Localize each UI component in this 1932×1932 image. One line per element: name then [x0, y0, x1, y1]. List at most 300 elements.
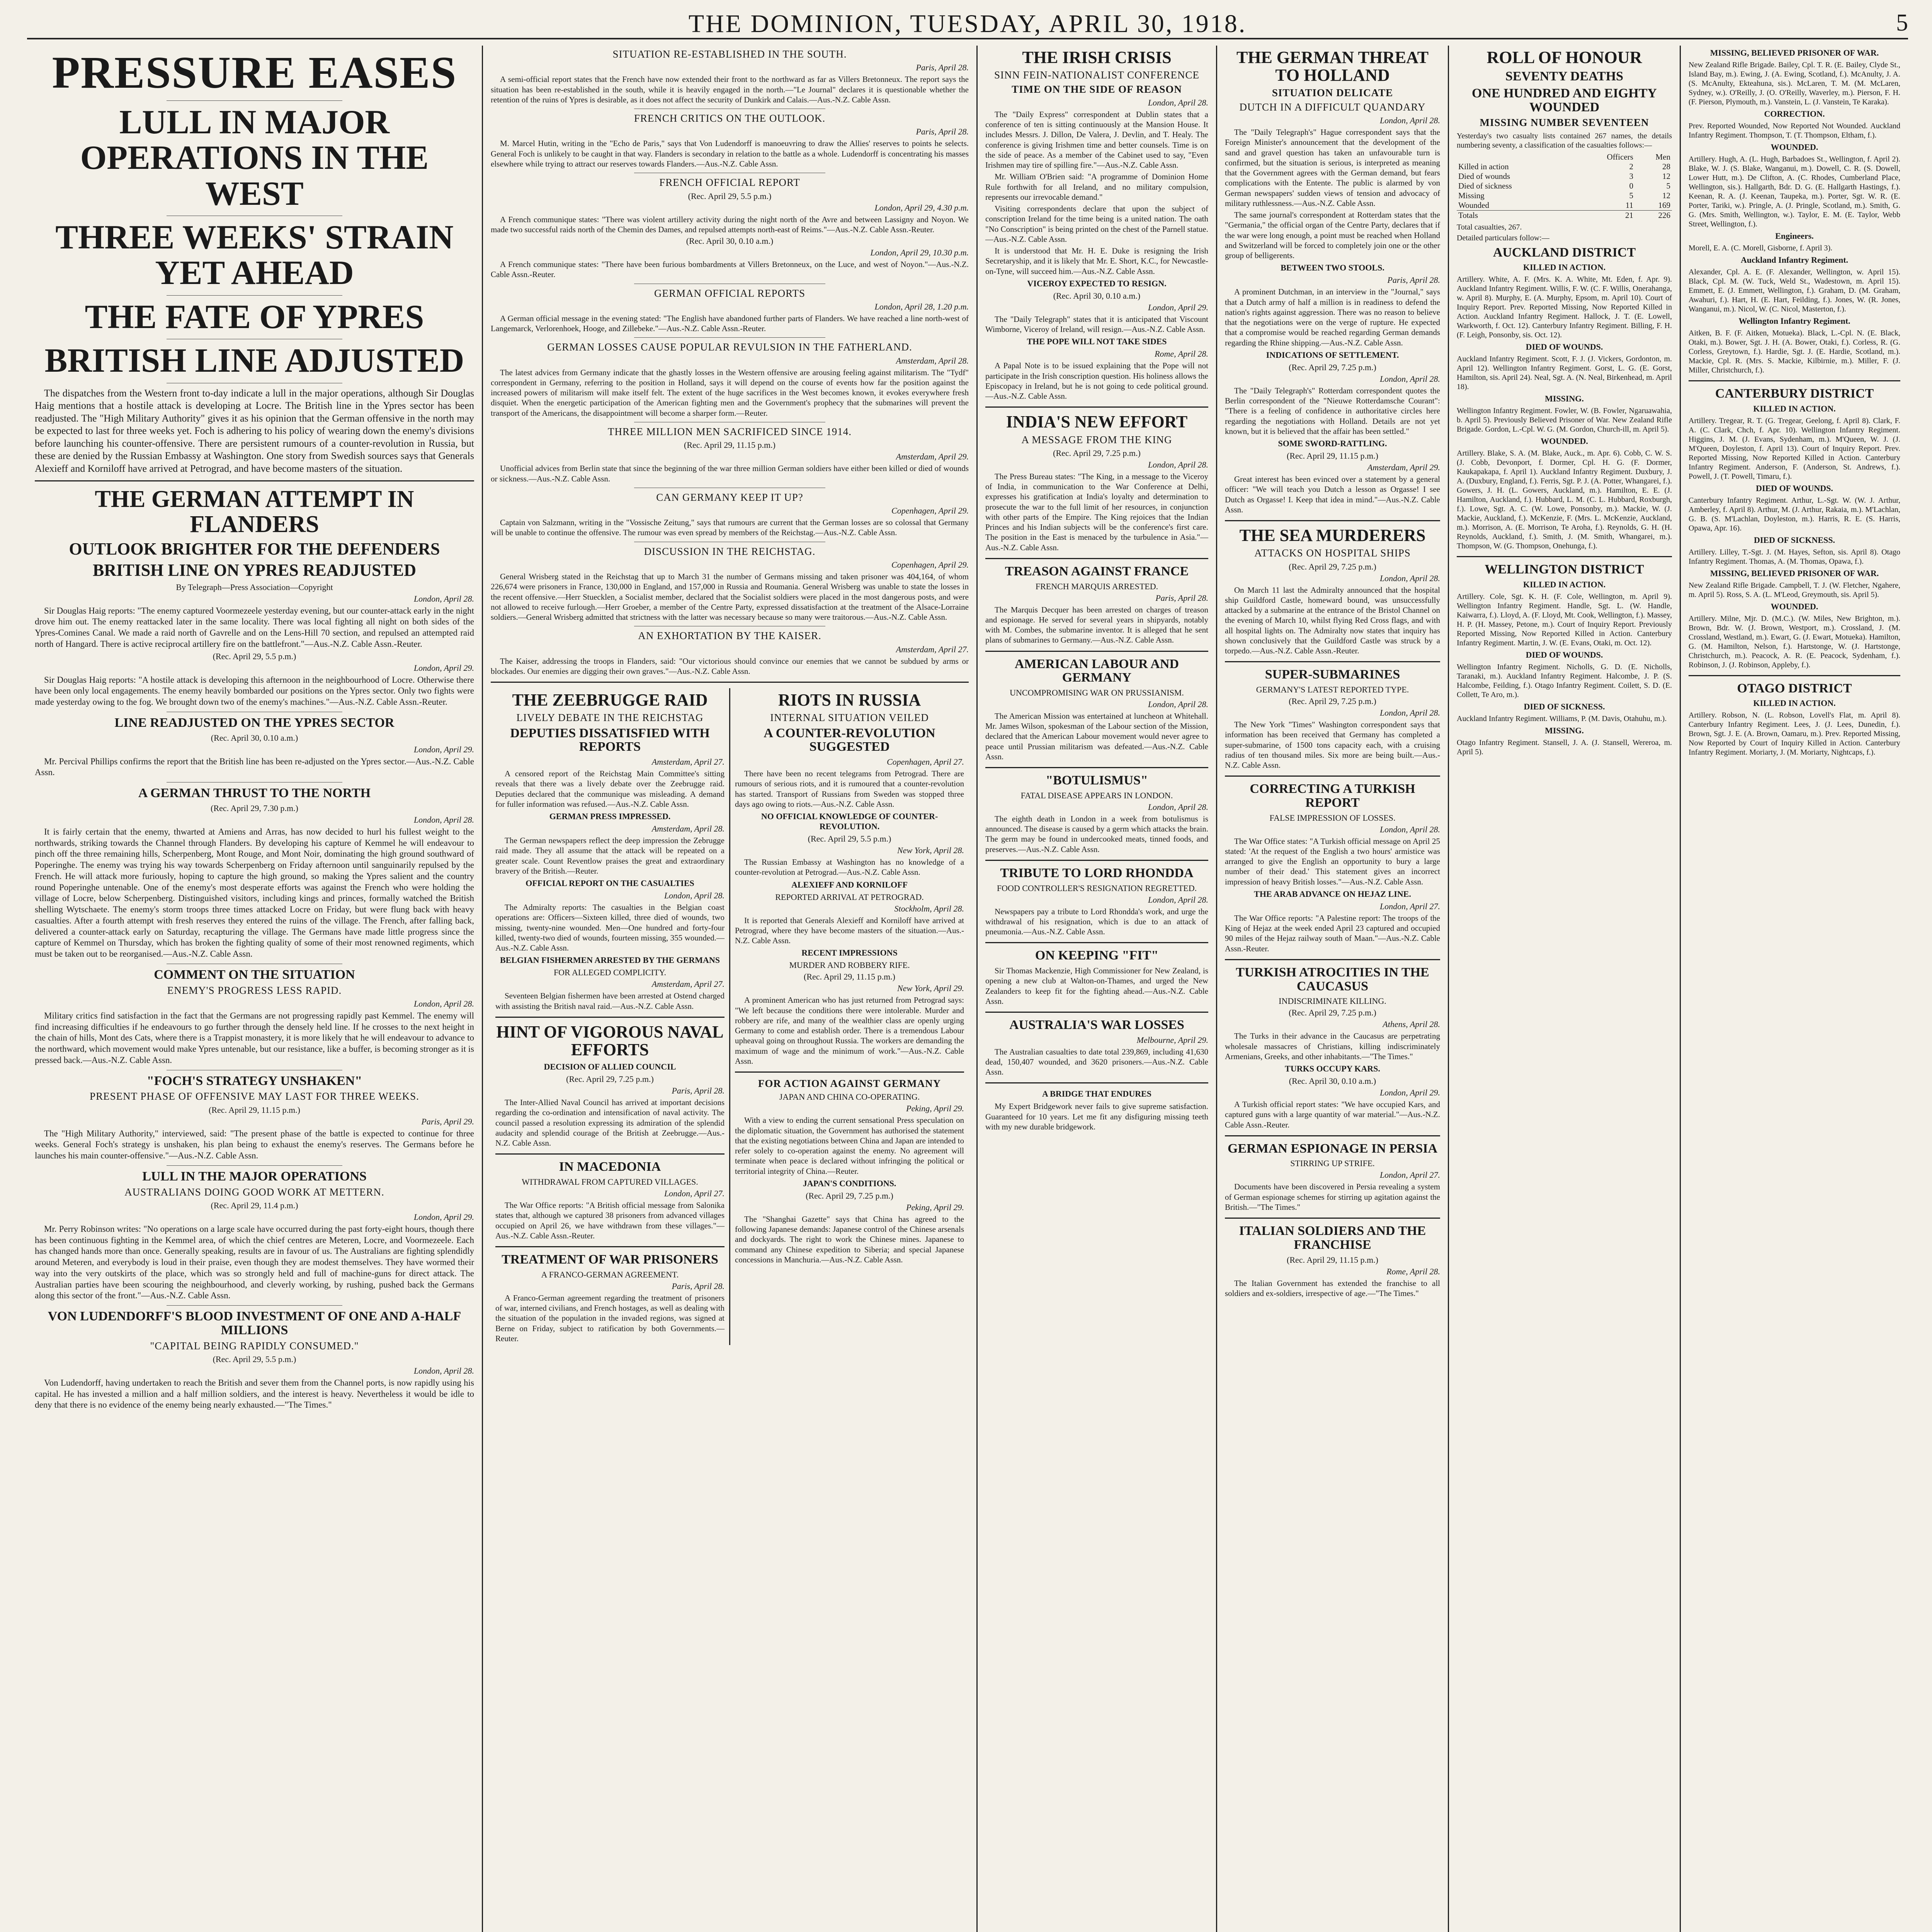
- section-subheading: DUTCH IN A DIFFICULT QUANDARY: [1239, 101, 1426, 113]
- headline-fate-of-ypres: THE FATE OF YPRES: [85, 298, 424, 336]
- section-heading: THE GERMAN ATTEMPT IN FLANDERS: [95, 486, 414, 538]
- article-text: Seventeen Belgian fishermen have been arrested at Ostend charged with assisting the British naval raid.—Aus.-N.Z. Cable Assn.: [495, 991, 724, 1011]
- article-text: A Papal Note is to be issued explaining that the Pope will not participate in the Irish conscription question. His holiness allows the Episcopacy in Ireland, but he is not going to cede political ground.—Aus.-N.Z. Cable Assn.: [985, 361, 1208, 401]
- casualty-list: Wellington Infantry Regiment. Nicholls, G. D. (E. Nicholls, Taranaki, m.). Auckland Infantry Regiment. Halcombe, J. P. (S. Halcombe, Feilding, f.). Otago Infantry Regiment. Coilett, S. D. (E. Collett, Te Aro, m.).: [1457, 662, 1672, 699]
- section-heading: DISCUSSION IN THE REICHSTAG.: [644, 545, 816, 557]
- table-row: [1457, 181, 1672, 191]
- article-text: M. Marcel Hutin, writing in the "Echo de Paris," says that Von Ludendorff is manoeuvring to draw the Allies' reserves to points he selects. General Foch is unlikely to be caught in that way. Flanders is secondary in relation to the battle as a whole. Ludendorff is concentrating his masses elsewhere while trying to attract our reserves towards Flanders.—Aus.-N.Z. Cable Assn.: [491, 139, 969, 168]
- list-heading: WOUNDED.: [1770, 142, 1818, 152]
- section-subheading: DECISION OF ALLIED COUNCIL: [544, 1062, 676, 1072]
- dateline: London, April 28.: [413, 594, 474, 604]
- article-text: The "Daily Telegraph's" Hague correspondent says that the Foreign Minister's announcement that the development of the sand and gravel question has taken an unfavourable turn is confirmed, but the situation is serious, is interpreted as meaning that the Government agrees with the German demand, but fears complications with the Entente. The public is alarmed by von German newspapers' sudden views of tension and advocacy of military ruthlessness.—Aus.-N.Z. Cable Assn.: [1225, 128, 1440, 208]
- casualty-list: Artillery. Blake, S. A. (M. Blake, Auck., m. Apr. 6). Cobb, C. W. S. (J. Cobb, Devonport, f. Dormer, Cpl. H. G. (F. Dormer, Kaukapakapa, f. April 1). Auckland Infantry Regiment. Duxbury, J. A. (Duxbury, England, f.). Ferris, Sgt. P. J. (A. Potter, Whangarei, f.). Gowers, J. H. (L. Gowers, Auckland, m.). Hamilton, E. E. (J. Hamilton, Auckland, f.). Hubbard, L. M. (C. L. Hubbard, Roxburgh, f.). Lowe, Sgt. A. C. (W. Lowe, Ponsonby, m.). Mackie, W. (J. Mackie, Auckland, f.). McKenzie, F. (Mrs. L. McKenzie, Auckland, m.). Morrison, A. (E. Morrison, Te Aroha, f.). Reynolds, G. H. (H. Reynolds, Auckland, f.). Smith, J. (M. Smith, Whangarei, m.). Thompson, W. (G. Thompson, Onehunga, f.).: [1457, 449, 1672, 551]
- list-heading: WOUNDED.: [1770, 601, 1818, 611]
- dateline: London, April 28.: [1379, 824, 1440, 834]
- section-subheading: LIVELY DEBATE IN THE REICHSTAG: [516, 712, 704, 724]
- dateline: Paris, April 28.: [1155, 593, 1208, 603]
- section-subheading: SITUATION DELICATE: [1272, 87, 1393, 99]
- article-text: Documents have been discovered in Persia revealing a system of German espionage schemes for stirring up agitation against the British.—"The Times.": [1225, 1182, 1440, 1212]
- table-row: [1457, 201, 1672, 211]
- article-text: A prominent American who has just returned from Petrograd says: "We left because the conditions there were intolerable. Murder and robbery are rife, and many of the wealthier class are openly urging Germany to come and establish order. There is a tremendous Labour upheaval going on throughout Russia. The workers are demanding the maximum of wage and the minimum of work."—Aus.-N.Z. Cable Assn.: [735, 995, 964, 1066]
- headline-botulismus: "BOTULISMUS": [1046, 773, 1148, 788]
- section-heading: SITUATION RE-ESTABLISHED IN THE SOUTH.: [612, 48, 847, 60]
- received-line: (Rec. April 30, 0.10 a.m.): [211, 733, 298, 743]
- dateline: Paris, April 28.: [672, 1086, 724, 1096]
- section-subheading: "CAPITAL BEING RAPIDLY CONSUMED.": [150, 1340, 359, 1352]
- article-text: Unofficial advices from Berlin state that since the beginning of the war three million German soldiers have either been killed or died of wounds or sickness.—Aus.-N.Z. Cable Assn.: [491, 464, 969, 483]
- district-heading: AUCKLAND DISTRICT: [1493, 245, 1636, 260]
- article-text: Military critics find satisfaction in the fact that the Germans are not progressing rapidly past Kemmel. The enemy will find increasing difficulties if he endeavours to go further through the densely held line. If he crosses to the next height in the chain of hills, Mont des Cats, where there is a Trappist monastery, it is more likely that he will endeavour to advance to the northward, which movement would make Ypres untenable, but our resistance, like a buffer, is becoming stronger as it is pressed back.—Aus.-N.Z. Cable Assn.: [35, 1010, 474, 1065]
- table-header: Men: [1655, 152, 1670, 162]
- article-text: The Italian Government has extended the franchise to all soldiers and ex-soldiers, irrespective of age.—"The Times.": [1225, 1278, 1440, 1298]
- article-text: Great interest has been evinced over a statement by a general officer: "We will teach you Dutch a lesson as Orgasse! I see Dutch as Orgasse! I. Keep that idea in mind."—Aus.-N.Z. Cable Assn.: [1225, 474, 1440, 514]
- section-heading: FRENCH CRITICS ON THE OUTLOOK.: [634, 112, 826, 124]
- section-subheading: FOR ALLEGED COMPLICITY.: [553, 968, 667, 978]
- dateline: London, April 28.: [413, 1366, 474, 1376]
- dateline: London, April 28.: [1379, 374, 1440, 384]
- list-heading: Auckland Infantry Regiment.: [1740, 255, 1849, 265]
- casualty-list: Otago Infantry Regiment. Stansell, J. A. (J. Stansell, Wereroa, m. April 5).: [1457, 738, 1672, 756]
- article-text: Detailed particulars follow:—: [1457, 233, 1549, 242]
- article-text: The War Office reports: "A British official message from Salonika states that, although we captured 38 prisoners from advanced villages occupied on April 26, we have withdrawn from these villages."—Aus.-N.Z. Cable Assn.-Reuter.: [495, 1201, 724, 1240]
- received-line: (Rec. April 29, 11.15 p.m.): [209, 1105, 300, 1115]
- list-heading: DIED OF WOUNDS.: [1756, 483, 1833, 493]
- section-subheading: MURDER AND ROBBERY RIFE.: [789, 960, 910, 970]
- headline-roll-of-honour: ROLL OF HONOUR: [1486, 48, 1642, 67]
- article-text: Captain von Salzmann, writing in the "Vossische Zeitung," says that rumours are current that the German losses are so colossal that Germany will be unable to continue the offensive. The rumour was even spread by members of the Reichstag.—Aus.-N.Z. Cable Assn.: [491, 518, 969, 537]
- section-heading: FRENCH OFFICIAL REPORT: [659, 177, 800, 189]
- zeebrugge-column: [491, 688, 730, 1345]
- section-subheading: SEVENTY DEATHS: [1505, 69, 1624, 84]
- casualty-list: Prev. Reported Wounded, Now Reported Not Wounded. Auckland Infantry Regiment. Thompson, T. (T. Thompson, Eltham, f.).: [1689, 122, 1900, 139]
- dateline: Amsterdam, April 29.: [1367, 463, 1440, 473]
- casualty-list: Auckland Infantry Regiment. Scott, F. J. (J. Vickers, Gordonton, m. April 12). Wellington Infantry Regiment. Gorst, L. G. (E. Gorst, Hamilton, sis. April 24). Neal, Sgt. A. (N. Neal, Birkenhead, m. April 18).: [1457, 355, 1672, 391]
- dateline: Amsterdam, April 29.: [896, 452, 969, 462]
- article-text: The Marquis Decquer has been arrested on charges of treason and espionage. He served for several years in shipyards, notably with M. Combes, the submarine inventor. It is alleged that he sent plans of submarines to Germany.—Aus.-N.Z. Cable Assn.: [985, 605, 1208, 645]
- article-text: It is reported that Generals Alexieff and Korniloff have arrived at Petrograd, where they have become masters of the situation.—Aus.-N.Z. Cable Assn.: [735, 915, 964, 945]
- advert-text: My Expert Bridgework never fails to give supreme satisfaction. Guaranteed for 10 years. Let me fit any disfiguring missing teeth with my new durable bridgework.: [985, 1102, 1208, 1131]
- dateline: London, April 28.: [1379, 116, 1440, 126]
- table-cell: 3: [1629, 171, 1633, 181]
- list-heading: MISSING, BELIEVED PRISONER OF WAR.: [1710, 48, 1879, 58]
- received-line: (Rec. April 29, 7.25 p.m.): [1053, 448, 1141, 458]
- list-heading: KILLED IN ACTION.: [1523, 262, 1606, 272]
- page-number: 5: [1896, 10, 1908, 36]
- article-text: The War Office states: "A Turkish official message on April 25 stated: 'At the request of the English a two hours' armistice was arranged to give the English an opportunity to bury a large number of their dead.' This statement gives an incorrect impression of heavy British losses."—Aus.-N.Z. Cable Assn.: [1225, 836, 1440, 886]
- received-line: (Rec. April 30, 0.10 a.m.): [1289, 1076, 1376, 1086]
- dateline: London, April 28.: [1379, 573, 1440, 583]
- dateline: Melbourne, April 29.: [1136, 1035, 1208, 1045]
- section-subheading: MISSING NUMBER SEVENTEEN: [1480, 117, 1649, 129]
- section-subheading: SINN FEIN-NATIONALIST CONFERENCE: [994, 69, 1199, 81]
- section-subheading: OUTLOOK BRIGHTER FOR THE DEFENDERS: [69, 539, 440, 559]
- section-heading: CAN GERMANY KEEP IT UP?: [656, 491, 803, 503]
- dateline: Rome, April 28.: [1155, 349, 1208, 359]
- section-subheading: A MESSAGE FROM THE KING: [1021, 434, 1172, 446]
- dateline: London, April 29.: [1379, 1088, 1440, 1098]
- dateline: London, April 28.: [413, 998, 474, 1009]
- article-text: Von Ludendorff, having undertaken to reach the British and sever them from the Channel ports, is now rapidly using his capital. He has invested a million and a half million soldiers, and the interest is heavy. Nevertheless it would be idle to deny that there is no evidence of the enemy being nearly exhausted.—"The Times.": [35, 1378, 474, 1410]
- headline-super-submarines: SUPER-SUBMARINES: [1265, 667, 1400, 682]
- table-row: [1457, 191, 1672, 201]
- list-heading: MISSING.: [1545, 394, 1584, 404]
- section-subheading: FOOD CONTROLLER'S RESIGNATION REGRETTED.: [997, 883, 1197, 893]
- section-heading: BELGIAN FISHERMEN ARRESTED BY THE GERMANS: [500, 955, 720, 965]
- received-line: (Rec. April 29, 7.25 p.m.): [1289, 696, 1376, 706]
- casualty-table: [1457, 152, 1672, 220]
- received-line: (Rec. April 30, 0.10 a.m.): [686, 236, 774, 246]
- dateline: London, April 28.: [1148, 802, 1208, 812]
- list-heading: Engineers.: [1775, 231, 1814, 241]
- table-cell: Missing: [1458, 190, 1485, 200]
- table-cell: Died of sickness: [1458, 181, 1512, 190]
- table-header: [1457, 152, 1574, 162]
- dateline: Copenhagen, April 27.: [886, 757, 964, 767]
- section-subheading: GERMANY'S LATEST REPORTED TYPE.: [1256, 685, 1409, 695]
- column-3: [978, 46, 1217, 1932]
- table-cell: 5: [1666, 181, 1670, 190]
- section-subheading: STIRRING UP STRIFE.: [1290, 1158, 1375, 1168]
- dateline: London, April 29.: [413, 744, 474, 754]
- dateline: London, April 28.: [664, 891, 724, 900]
- article-text: There have been no recent telegrams from Petrograd. There are rumours of serious riots, and it is rumoured that a counter-revolution has started. Transport of Russians from Sweden was stopped three days ago owing to riots.—Aus.-N.Z. Cable Assn.: [735, 769, 964, 809]
- masthead-title: THE DOMINION, TUESDAY, APRIL 30, 1918.: [688, 10, 1247, 38]
- section-heading: NO OFFICIAL KNOWLEDGE OF COUNTER-REVOLUTION.: [761, 811, 938, 831]
- headline-three-weeks: THREE WEEKS' STRAIN YET AHEAD: [55, 219, 454, 292]
- table-cell: 12: [1662, 190, 1670, 200]
- dateline: Paris, April 28.: [672, 1281, 724, 1291]
- received-line: (Rec. April 29, 5.5 p.m.): [213, 651, 296, 661]
- dateline: New York, April 28.: [897, 845, 964, 855]
- casualty-list: Canterbury Infantry Regiment. Arthur, L.-Sgt. W. (W. J. Arthur, Amberley, f. April 8). Arthur, M. (J. Arthur, Rakaia, m.). M'Lachlan, G. B. (S. M'Lachlan, Doyleston, m.). Harris, R. E. (S. Harris, Opawa, Apr. 16).: [1689, 496, 1900, 532]
- casualty-list: Artillery. Cole, Sgt. K. H. (F. Cole, Wellington, m. April 9). Wellington Infantry Regiment. Handle, Sgt. L. (W. Handle, Kaiwarra, f.). Lloyd, A. (F. Lloyd, Mt. Cook, Wellington, f.). Massey, H. P. (H. Massey, Petone, m.). Court of Inquiry Report. Previously Reported Missing, Now Reported Killed in Action. Canterbury Infantry Regiment. Martin, J. W. (E. Evans, Otaki, m. Oct. 12).: [1457, 592, 1672, 647]
- russia-column: [730, 688, 969, 1345]
- dateline: Paris, April 28.: [916, 127, 969, 137]
- casualty-list: Auckland Infantry Regiment. Williams, P. (M. Davis, Otahuhu, m.).: [1457, 714, 1667, 723]
- casualty-list: Morell, E. A. (C. Morell, Gisborne, f. April 3).: [1689, 244, 1833, 252]
- article-text: The latest advices from Germany indicate that the ghastly losses in the Western offensive are arousing feeling against militarism. The "Tydf" correspondent in Germany, referring to the position in Holland, says it will depend on the course of events how far the position against the increased powers of militarism will make itself felt. The extent of the huge sacrifices in the West becomes known, it evokes everywhere fresh disquiet. When the energetic participation of the American fighting men and the Government's prophecy that the submarines will prevent the transport of the Americans, the disappointment will become a sharper form.—Reuter.: [491, 367, 969, 418]
- headline-rhondda: TRIBUTE TO LORD RHONDDA: [1000, 866, 1194, 880]
- article-text: On March 11 last the Admiralty announced that the hospital ship Guildford Castle, homeward bound, was unsuccessfully attacked by a submarine at the entrance of the Bristol Channel on the evening of March 10, whilst flying Red Cross flags, and with all hospital lights on. The Admiralty now states that inquiry has shown conclusively that the Guildford Castle was struck by a torpedo.—Aus.-N.Z. Cable Assn.-Reuter.: [1225, 585, 1440, 656]
- dateline: London, April 28.: [1379, 708, 1440, 718]
- received-line: (Rec. April 29, 7.30 p.m.): [211, 803, 298, 813]
- section-subheading: FRENCH MARQUIS ARRESTED.: [1035, 581, 1158, 591]
- received-line: (Rec. April 29, 5.5 p.m.): [808, 834, 891, 844]
- dateline: Amsterdam, April 28.: [651, 824, 724, 833]
- article-text: A German official message in the evening stated: "The English have abandoned further parts of Flanders. We have reached a line north-west of Langemarck, Verlorenhoek, Hooge, and Zillebeke."—Aus.-N.Z. Cable Assn.-Reuter.: [491, 313, 969, 333]
- headline-british-line: BRITISH LINE ADJUSTED: [44, 342, 464, 380]
- lead-paragraph: The dispatches from the Western front to-day indicate a lull in the major operations, although Sir Douglas Haig mentions that a hostile attack is developing at Locre. The British line in the Ypres sector has been readjusted. The "High Military Authority" gives it as his opinion that the German offensive in the north may be expected to last for three weeks yet. Foch is adhering to his policy of wearing down the enemy's divisions before launching his counter-offensive. There are persistent rumours of a counter-revolution in Russia, but these are denied by the Russian Embassy at Washington. One story from Swedish sources says that Generals Alexieff and Korniloff have arrived at Petrograd, and have become masters of the situation.: [35, 387, 474, 474]
- district-heading: OTAGO DISTRICT: [1737, 681, 1852, 696]
- received-line: (Rec. April 29, 7.25 p.m.): [1289, 561, 1376, 571]
- article-text: Mr. Perry Robinson writes: "No operations on a large scale have occurred during the past forty-eight hours, though there has been continuous fighting in the Kemmel area, of which the chief centres are Meteren, Locre, and Voormezeele. Each has changed hands more than once. Generally speaking, results are in favour of us. The Australians are fighting splendidly around Meteren, and everybody is loud in their praise, even though they are modest themselves. They have wormed their way into the very outskirts of the place, which was so strongly held and full of machine-guns for direct attack. The Australian parties have been scouring the neighbourhood, and cleverly working, by rushing, pushed back the Germans along this sector of the front."—Aus.-N.Z. Cable Assn.: [35, 1224, 474, 1301]
- article-text: It is understood that Mr. H. E. Duke is resigning the Irish Secretaryship, and it is likely that Mr. E. Short, K.C., for Newcastle-on-Tyne, will succeed him.—Aus.-N.Z. Cable Assn.: [985, 246, 1208, 276]
- dateline: Athens, April 28.: [1383, 1019, 1440, 1029]
- received-line: (Rec. April 29, 11.15 p.m.): [1287, 451, 1378, 461]
- dateline: London, April 28.: [1148, 459, 1208, 469]
- article-text: Newspapers pay a tribute to Lord Rhondda's work, and urge the withdrawal of his resignation, which is due to an attack of pneumonia.—Aus.-N.Z. Cable Assn.: [985, 906, 1208, 937]
- headline-india: INDIA'S NEW EFFORT: [1006, 412, 1188, 432]
- section-heading: VON LUDENDORFF'S BLOOD INVESTMENT OF ONE AND A-HALF MILLIONS: [48, 1309, 461, 1337]
- article-text: The eighth death in London in a week from botulismus is announced. The disease is caused by a germ which attacks the brain. The germ may be found in undercooked meats, tinned foods, and preserves.—Aus.-N.Z. Cable Assn.: [985, 814, 1208, 854]
- article-text: A French communique states: "There was violent artillery activity during the night north of the Avre and between Lassigny and Noyon. We made two successful raids north of the Chemin des Dames, and repulsed attempts north-east of Reims."—Aus.-N.Z. Cable Assn.-Reuter.: [491, 214, 969, 234]
- section-heading: THE ARAB ADVANCE ON HEJAZ LINE.: [1254, 889, 1411, 899]
- section-subheading: TIME ON THE SIDE OF REASON: [1012, 83, 1182, 95]
- table-cell: 226: [1658, 210, 1670, 220]
- article-text: Yesterday's two casualty lists contained 267 names, the details numbering seventy, a classification of the casualties follows:—: [1457, 131, 1672, 150]
- list-heading: CORRECTION.: [1764, 109, 1825, 119]
- section-heading: BETWEEN TWO STOOLS.: [1281, 263, 1384, 273]
- section-subheading: INDISCRIMINATE KILLING.: [1279, 996, 1386, 1006]
- dateline: Copenhagen, April 29.: [891, 506, 969, 516]
- article-text: The American Mission was entertained at luncheon at Whitehall. Mr. James Wilson, spokesman of the Labour section of the Mission, declared that the American Labour movement would never agree to peace until Prussian militarism was defeated.—Aus.-N.Z. Cable Assn.: [985, 711, 1208, 761]
- table-cell: Killed in action: [1458, 162, 1509, 171]
- table-cell: 0: [1629, 181, 1633, 190]
- column-5: [1449, 46, 1681, 1932]
- section-heading: INDICATIONS OF SETTLEMENT.: [1266, 350, 1399, 360]
- article-text: Total casualties, 267.: [1457, 223, 1522, 231]
- headline-macedonia: IN MACEDONIA: [559, 1160, 661, 1174]
- article-text: It is fairly certain that the enemy, thwarted at Amiens and Arras, has now decided to hurl his fullest weight to the northwards, striking towards the Channel through Flanders. By developing his capture of Kemmel he will endeavour to pinch off the three remaining hills, Scherpenberg, Mont Rouge, and Mont Noir, dominating the high ground southward of Poperinghe. The enemy was trying his way towards Scherpenberg on Friday afternoon until sanguinarily repulsed by the French. He will attack more furiously, hoping to capture the high ground, so making the Ypres salient and the country round Poperinghe untenable. One of the enemy's most desperate efforts was against the French who were holding the village of Locre, below Scherpenberg. Distinguished visitors, including kings and princes, formally watched the British shelling Wytschaete. The enemy's storm troops three times attacked Locre on Friday, but were flung back with heavy casualties. After a fourth attempt with fresh reserves they entered the ruins of the village. The French, after falling back, delivered a counter-attack early on Saturday, recapturing the village. The Germans have made little progress since the capture of Kemmel on Thursday, which has broken the fighting quality of some of their most renowned regiments, which must be taken out to be reorganised.—Aus.-N.Z. Cable Assn.: [35, 827, 474, 959]
- table-cell: Totals: [1458, 210, 1478, 220]
- casualty-list: New Zealand Rifle Brigade. Bailey, Cpl. T. R. (E. Bailey, Clyde St., Island Bay, m.). Ewing, J. (A. Ewing, Scotland, f.). McAnulty, J. A. (S. McAnulty, Ekteahuna, sis.). McLaren, T. M. (M. McLaren, Sydney, w.). O'Reilly, J. (O. O'Reilly, Waverley, m.). Pierson, F. H. (F. Pierson, Plymouth, m.). Vanstein, L. (J. Vanstein, Te Karaka).: [1689, 61, 1900, 106]
- article-text: Sir Douglas Haig reports: "A hostile attack is developing this afternoon in the neighbourhood of Locre. Otherwise there have been only local engagements. The enemy heavily bombarded our positions on the Ypres sector. Only two fights were made yesterday owing to the fog. We brought down two of the enemy's machines."—Aus.-N.Z. Cable Assn.-Reuter.: [35, 675, 474, 707]
- article-text: Sir Douglas Haig reports: "The enemy captured Voormezeele yesterday evening, but our counter-attack early in the night drove him out. The enemy reattacked later in the same locality. There was local fighting all night on both sides of the Ypres-Comines Canal. We made a raid north of Gavrelle and on the Lens-Hill 70 section, and repulsed an attempted raid north of Hangard. There is active reciprocal artillery fire on the battlefront."—Aus.-N.Z. Cable Assn.-Reuter.: [35, 605, 474, 649]
- article-text: The Inter-Allied Naval Council has arrived at important decisions regarding the co-ordination and intensification of naval activity. The council passed a resolution expressing its admiration of the splendid audacity and splendid courage of the British at Zeebrugge.—Aus.-N.Z. Cable Assn.: [495, 1098, 724, 1148]
- list-heading: DIED OF SICKNESS.: [1753, 535, 1835, 545]
- table-row: [1457, 172, 1672, 181]
- dateline: London, April 27.: [1379, 1170, 1440, 1180]
- section-heading: OFFICIAL REPORT ON THE CASUALTIES: [526, 878, 694, 888]
- section-heading: LINE READJUSTED ON THE YPRES SECTOR: [114, 715, 395, 730]
- section-heading: COMMENT ON THE SITUATION: [154, 967, 355, 982]
- section-subheading: PRESENT PHASE OF OFFENSIVE MAY LAST FOR THREE WEEKS.: [90, 1090, 419, 1102]
- headline-war-prisoners: TREATMENT OF WAR PRISONERS: [502, 1252, 718, 1267]
- article-text: The Admiralty reports: The casualties in the Belgian coast operations are: Officers—Sixteen killed, three died of wounds, two missing, twenty-nine wounded. Men—One hundred and forty-four killed, twenty-two died of wounds, fourteen missing, 355 wounded.—Aus.-N.Z. Cable Assn.: [495, 903, 724, 952]
- casualty-list: Artillery. Tregear, R. T. (G. Tregear, Geelong, f. April 8). Clark, F. A. (C. Clark, Chch, f. Apr. 10). Wellington Infantry Regiment. Higgins, J. M. (J. Evans, Sydenham, m.). M'Queen, W. J. (J. M'Queen, Doyleston, f. April 13). Court of Inquiry Report. Prev. Reported Missing, Now Reported Killed in Action. Canterbury Infantry Regiment. Anderson, F. (Anderson, St. Andrews, f.). Powell, J. (T. Powell, Timaru, f.).: [1689, 416, 1900, 481]
- casualty-list: Artillery. Milne, Mjr. D. (M.C.). (W. Miles, New Brighton, m.). Brown, Bdr. W. (J. Brown, Westport, m.). Crossland, J. (M. Crossland, Westland, m.). Ewart, G. (J. Ewart, Motueka). Hamilton, G. (M. Hamilton, Nelson, f.). Hartstonge, W. (J. Hartstonge, Christchurch, m.). Peacock, A. R. (E. Peacock, Sydenham, f.). Robinson, J. (J. Robinson, Appleby, f.).: [1689, 614, 1900, 669]
- credit-line: By Telegraph—Press Association—Copyright: [176, 582, 333, 592]
- dateline: London, April 29.: [413, 1212, 474, 1222]
- section-subheading: A FRANCO-GERMAN AGREEMENT.: [541, 1269, 679, 1279]
- article-text: The same journal's correspondent at Rotterdam states that the "Germania," the official organ of the Centre Party, declares that if the war were long enough, a point must be reached when Holland and Switzerland will be forced to completely join one or the other group of belligerents.: [1225, 210, 1440, 260]
- dateline: Rome, April 28.: [1386, 1266, 1440, 1276]
- newspaper-columns: [27, 46, 1908, 1932]
- received-line: (Rec. April 29, 7.25 p.m.): [1289, 362, 1376, 372]
- dateline: Peking, April 29.: [906, 1104, 964, 1114]
- section-heading: GERMAN OFFICIAL REPORTS: [654, 287, 805, 299]
- article-text: The New York "Times" Washington correspondent says that information has been received that Germany has completed a super-submarine, of 1500 tons capacity each, with a cruising radius of ten thousand miles. Six more are being built.—Aus.-N.Z. Cable Assn.: [1225, 720, 1440, 770]
- table-cell: 169: [1658, 200, 1670, 210]
- received-line: (Rec. April 29, 7.25 p.m.): [806, 1190, 893, 1201]
- article-text: Mr. Percival Phillips confirms the report that the British line has been re-adjusted on the Ypres sector.—Aus.-N.Z. Cable Assn.: [35, 756, 474, 777]
- headline-action-germany: FOR ACTION AGAINST GERMANY: [758, 1078, 941, 1089]
- headline-riots-russia: RIOTS IN RUSSIA: [778, 690, 921, 710]
- section-subheading: WITHDRAWAL FROM CAPTURED VILLAGES.: [522, 1177, 698, 1187]
- advert-heading: A BRIDGE THAT ENDURES: [1042, 1089, 1152, 1099]
- section-subheading: JAPAN AND CHINA CO-OPERATING.: [779, 1092, 920, 1102]
- section-heading: VICEROY EXPECTED TO RESIGN.: [1027, 278, 1167, 288]
- article-text: A Turkish official report states: "We have occupied Kars, and captured guns with a large quantity of war material."—Aus.-N.Z. Cable Assn.-Reuter.: [1225, 1100, 1440, 1129]
- article-text: The Turks in their advance in the Caucasus are perpetrating wholesale massacres of Christians, killing indiscriminately Armenians, Greeks, and other inhabitants.—"The Times.": [1225, 1031, 1440, 1061]
- article-text: The Australian casualties to date total 239,869, including 41,630 dead, 150,407 wounded, and 3620 prisoners.—Aus.-N.Z. Cable Assn.: [985, 1047, 1208, 1077]
- section-heading: A GERMAN THRUST TO THE NORTH: [138, 786, 371, 801]
- article-text: The Russian Embassy at Washington has no knowledge of a counter-revolution at Petrograd.—Aus.-N.Z. Cable Assn.: [735, 857, 964, 877]
- article-text: General Wrisberg stated in the Reichstag that up to March 31 the number of Germans missing and taken prisoner was 404,164, of whom 226,674 were prisoners in France, 130,000 in England, and 157,000 in Russia and Roumania. General Wrisberg was unable to state the losses in the recent offensive.—Herr Stuecklen, a Socialist member, declared that the Socialist soldiers were placed in the most dangerous posts, and were not allowed to receive furlough.—Herr Groeber, a member of the Centre Party, expressed dissatisfaction at the treatment of the Alsace-Lorraine soldiers.—General Wrisberg admitted that strictness with the latter was necessary because so many were traitorous.—Aus.-N.Z. Cable Assn.: [491, 572, 969, 622]
- table-cell: 21: [1625, 210, 1633, 220]
- table-cell: 12: [1662, 171, 1670, 181]
- dateline: London, April 27.: [664, 1189, 724, 1199]
- dateline: New York, April 29.: [897, 983, 964, 993]
- zeebrugge-russia-split: [491, 688, 969, 1345]
- dateline: London, April 28.: [1148, 699, 1208, 709]
- casualty-list: Artillery. White, A. F. (Mrs. K. A. White, Mt. Eden, f. Apr. 9). Auckland Infantry Regiment. Willis, F. W. (C. F. Willis, Onerahanga, w. April 8). Murphy, E. (A. Murphy, Epsom, m. April 10). Court of Inquiry Report. Prev. Reported Missing, Now Reported Killed in Action. Auckland Infantry Regiment. Hallock, J. T. (E. Lowell, Warkworth, f. Oct. 12). Canterbury Infantry Regiment. Billing, F. H. (F. Leigh, Ponsonby, sis. Oct. 12).: [1457, 275, 1672, 340]
- dateline: Amsterdam, April 27.: [896, 644, 969, 654]
- headline-italian-soldiers: ITALIAN SOLDIERS AND THE FRANCHISE: [1239, 1224, 1426, 1252]
- dateline: London, April 28, 1.20 p.m.: [874, 301, 969, 311]
- dateline: London, April 27.: [1379, 901, 1440, 911]
- table-cell: 5: [1629, 190, 1633, 200]
- dateline: Amsterdam, April 27.: [651, 757, 724, 767]
- received-line: (Rec. April 29, 5.5 p.m.): [688, 191, 772, 201]
- column-4: [1217, 46, 1449, 1932]
- list-heading: KILLED IN ACTION.: [1523, 579, 1606, 589]
- headline-irish-crisis: THE IRISH CRISIS: [1022, 48, 1172, 67]
- article-text: A French communique states: "There have been furious bombardments at Villers Bretonneux, on the Luce, and west of Noyon."—Aus.-N.Z. Cable Assn.-Reuter.: [491, 260, 969, 279]
- list-heading: Wellington Infantry Regiment.: [1738, 316, 1850, 326]
- article-text: Sir Thomas Mackenzie, High Commissioner for New Zealand, is opening a new club at Walton-on-Thames, and urged the New Zealanders to keep fit for the fighting ahead.—Aus.-N.Z. Cable Assn.: [985, 966, 1208, 1006]
- article-text: The "Shanghai Gazette" says that China has agreed to the following Japanese demands: Japanese control of the Chinese arsenals and dockyards. The right to work the Chinese mines. Japanese to command any Chinese expedition to Siberia; and special Japanese concessions in Manchuria.—Aus.-N.Z. Cable Assn.: [735, 1214, 964, 1264]
- table-cell: Wounded: [1458, 200, 1489, 210]
- list-heading: MISSING.: [1545, 725, 1584, 735]
- headline-treason: TREASON AGAINST FRANCE: [1005, 564, 1189, 578]
- section-heading: LULL IN THE MAJOR OPERATIONS: [142, 1169, 367, 1184]
- dateline: London, April 29.: [1148, 302, 1208, 312]
- casualty-list: Artillery. Robson, N. (L. Robson, Lovell's Flat, m. April 8). Canterbury Infantry Regiment. Lees, J. (J. Lees, Dunedin, f.). Brown, Sgt. J. E. (A. Brown, Oamaru, m.). Prev. Reported Missing, Now Reported by Court of Inquiry Killed in Action. Canterbury Infantry Regiment. Moriarty, J. (M. Moriarty, Nightcaps, f.).: [1689, 711, 1900, 757]
- table-cell: 28: [1662, 162, 1670, 171]
- district-heading: WELLINGTON DISTRICT: [1485, 562, 1644, 577]
- section-heading: TURKS OCCUPY KARS.: [1285, 1064, 1380, 1074]
- article-text: The Press Bureau states: "The King, in a message to the Viceroy of India, in communication to the War Conference at Delhi, expresses his gratification at India's loyalty and determination to prosecute the war to the full limit of her resources, in conjunction with other parts of the Empire. The King rejoices that the Indian Princes and his Indian subjects will be the conference's first care. The position in the East is menaced by the turbulence in Asia."—Aus.-N.Z. Cable Assn.: [985, 471, 1208, 552]
- article-text: Visiting correspondents declare that upon the subject of conscription Ireland for the time being is a united nation. The oath "No Conscription" is being printed on the chest of the Parnell statue.—Aus.-N.Z. Cable Assn.: [985, 204, 1208, 244]
- headline-zeebrugge: THE ZEEBRUGGE RAID: [512, 690, 708, 710]
- article-text: Mr. William O'Brien said: "A programme of Dominion Home Rule forthwith for all Ireland, and no military compulsion, represents our irrevocable demand.": [985, 172, 1208, 202]
- headline-australia-losses: AUSTRALIA'S WAR LOSSES: [1009, 1018, 1184, 1032]
- casualty-list: Artillery. Lilley, T.-Sgt. J. (M. Hayes, Sefton, sis. April 8). Otago Infantry Regiment. Thomas, A. (M. Thomas, Opawa, f.).: [1689, 548, 1900, 566]
- list-heading: WOUNDED.: [1541, 436, 1588, 446]
- column-2: [483, 46, 978, 1932]
- table-row: [1457, 210, 1672, 220]
- article-text: The "Daily Express" correspondent at Dublin states that a conference of ten is sitting continuously at the Mansion House. It includes Messrs. J. Dillon, De Valera, J. Devlin, and T. Healy. The conference is giving Irishmen time and better counsels. Time is on the side of peace. As a member of the Cabinet used to say, "Even Irishmen may tire of spilling fire."—Aus.-N.Z. Cable Assn.: [985, 109, 1208, 170]
- article-text: With a view to ending the current sensational Press speculation on the diplomatic situation, the Government has authorised the statement that the existing negotiations between China and Japan are intended to refer solely to co-operation against the enemy. No agreement will terminate when peace is declared without infringing the political or territorial integrity of China.—Reuter.: [735, 1116, 964, 1176]
- article-text: The German newspapers reflect the deep impression the Zebrugge raid made. They all assume that the attack will be repeated on a greater scale. Count Reventlow praises the great and extraordinary bravery of the British.—Reuter.: [495, 836, 724, 876]
- headline-lull: LULL IN MAJOR OPERATIONS IN THE WEST: [80, 103, 429, 213]
- section-subheading: INTERNAL SITUATION VEILED: [770, 712, 929, 724]
- headline-sea-murderers: THE SEA MURDERERS: [1239, 526, 1426, 545]
- article-text: The Kaiser, addressing the troops in Flanders, said: "Our victorious should convince our enemies that we cannot be subdued by arms or blockades. Our enemies are digging their own graves."—Aus.-N.Z. Cable Assn.: [491, 656, 969, 676]
- received-line: (Rec. April 30, 0.10 a.m.): [1053, 291, 1141, 301]
- section-heading: GERMAN PRESS IMPRESSED.: [549, 811, 671, 821]
- list-heading: KILLED IN ACTION.: [1753, 403, 1836, 413]
- section-subheading: REPORTED ARRIVAL AT PETROGRAD.: [775, 892, 924, 902]
- section-heading: JAPAN'S CONDITIONS.: [803, 1178, 896, 1188]
- casualty-list: Wellington Infantry Regiment. Fowler, W. (B. Fowler, Ngaruawahia, b. April 5). Previously Believed Prisoner of War. New Zealand Rifle Brigade. Gordon, L.-Cpl. W. G. (M. Gordon, Church-ill, m. April 5).: [1457, 406, 1672, 434]
- dateline: Peking, April 29.: [906, 1202, 964, 1212]
- section-heading: GERMAN LOSSES CAUSE POPULAR REVULSION IN THE FATHERLAND.: [547, 341, 912, 353]
- table-cell: 2: [1629, 162, 1633, 171]
- table-row: [1457, 162, 1672, 172]
- received-line: (Rec. April 29, 11.15 p.m.): [1287, 1255, 1378, 1265]
- district-heading: CANTERBURY DISTRICT: [1715, 386, 1874, 401]
- section-heading: ALEXIEFF AND KORNILOFF: [791, 879, 908, 889]
- article-text: The "Daily Telegraph's" Rotterdam correspondent quotes the Berlin correspondent of the "Nieuwe Rotterdamsche Courant": "There is a feeling of confidence in authoritative circles here regarding the negotiations with Holland. Details are not yet known, but it is believed that the affair has been settled.": [1225, 386, 1440, 436]
- dateline: London, April 29, 4.30 p.m.: [874, 202, 969, 213]
- article-text: A prominent Dutchman, in an interview in the "Journal," says that a Dutch army of half a million is in readiness to defend the nation's rights against aggression. There was no reason to believe that the negotiations were on the verge of rupture. He expected that a compromise would be reached regarding German demands regarding the Rhine shipping.—Aus.-N.Z. Cable Assn.: [1225, 287, 1440, 347]
- section-subheading: ATTACKS ON HOSPITAL SHIPS: [1254, 547, 1411, 559]
- dateline: Copenhagen, April 29.: [891, 560, 969, 570]
- dateline: Stockholm, April 28.: [894, 903, 964, 913]
- section-subheading: A COUNTER-REVOLUTION SUGGESTED: [764, 726, 935, 754]
- received-line: (Rec. April 29, 11.4 p.m.): [211, 1200, 298, 1210]
- casualty-list: New Zealand Rifle Brigade. Campbell, T. J. (W. Fletcher, Ngahere, m. April 5). Ross, S. A. (L. M'Leod, Greymouth, sis. April 5).: [1689, 581, 1900, 599]
- table-header: Officers: [1607, 152, 1633, 162]
- headline-turkish-report: CORRECTING A TURKISH REPORT: [1250, 782, 1415, 810]
- section-subheading: FALSE IMPRESSION OF LOSSES.: [1269, 813, 1396, 823]
- list-heading: DIED OF SICKNESS.: [1524, 701, 1605, 711]
- section-heading: SOME SWORD-RATTLING.: [1278, 439, 1387, 449]
- list-heading: DIED OF WOUNDS.: [1526, 342, 1603, 352]
- list-heading: DIED OF WOUNDS.: [1526, 650, 1603, 660]
- casualty-list: Artillery. Hugh, A. (L. Hugh, Barbadoes St., Wellington, f. April 2). Blake, W. J. (S. Blake, Wanganui, m.). Dowell, C. R. (S. Dowell, Lower Hutt, m.). De Clifton, A. (C. Rhodes, Cumberland Place, Wellington, sis.). Hallgarth, Bdr. D. G. (E. Hallgarth Hastings, f.). Keenan, R. A. (J. Keenan, Taupeka, m.). Porter, Sgt. W. R. (E. Porter, Tariki, w.). Pringle, A. (J. Pringle, Scotland, m.). Smith, G. G. (Mrs. Smith, Wellington, w.). Taylor, E. M. (E. Taylor, Webb Street, Wellington, f.).: [1689, 155, 1900, 228]
- list-heading: KILLED IN ACTION.: [1753, 698, 1836, 708]
- section-subheading: DEPUTIES DISSATISFIED WITH REPORTS: [510, 726, 710, 754]
- article-text: The War Office reports: "A Palestine report: The troops of the King of Hejaz at the week ended April 23 captured and occupied 90 miles of the Hejaz railway south of Maan."—Aus.-N.Z. Cable Assn.-Reuter.: [1225, 913, 1440, 953]
- section-subheading: AUSTRALIANS DOING GOOD WORK AT METTERN.: [124, 1186, 384, 1198]
- section-heading: "FOCH'S STRATEGY UNSHAKEN": [146, 1073, 362, 1088]
- section-heading: AN EXHORTATION BY THE KAISER.: [638, 630, 821, 642]
- dateline: Amsterdam, April 27.: [651, 979, 724, 989]
- received-line: (Rec. April 29, 11.15 p.m.): [804, 972, 895, 982]
- section-subheading: ENEMY'S PROGRESS LESS RAPID.: [167, 984, 342, 996]
- dateline: Amsterdam, April 28.: [896, 355, 969, 366]
- section-heading: THE POPE WILL NOT TAKE SIDES: [1027, 337, 1167, 347]
- casualty-list: Aitken, B. F. (F. Aitken, Motueka). Black, L.-Cpl. N. (E. Black, Otaki, m.). Bower, Sgt. J. H. (A. Bower, Otaki, f.). Corless, R. (G. Corless, Greytown, f.). Hardie, Sgt. J. (E. Hardie, Scotland, m.). Mackie, Cpl. R. (Mrs. S. Mackie, Kilbirnie, m.). Miller, F. (J. Miller, Christchurch, f.).: [1689, 329, 1900, 374]
- section-subheading: UNCOMPROMISING WAR ON PRUSSIANISM.: [1010, 687, 1184, 697]
- received-line: (Rec. April 29, 7.25 p.m.): [566, 1074, 654, 1084]
- section-subheading: BRITISH LINE ON YPRES READJUSTED: [92, 560, 416, 580]
- section-heading: THREE MILLION MEN SACRIFICED SINCE 1914.: [608, 425, 852, 437]
- list-heading: MISSING, BELIEVED PRISONER OF WAR.: [1710, 568, 1879, 578]
- dateline: London, April 29.: [413, 663, 474, 673]
- headline-american-labour: AMERICAN LABOUR AND GERMANY: [1014, 656, 1179, 685]
- article-text: A Franco-German agreement regarding the treatment of prisoners of war, interned civilians, and French hostages, as well as dealing with the situation of the population in the invaded regions, was signed at Berne on Friday, subject to ratification by both Governments.—Reuter.: [495, 1293, 724, 1343]
- article-text: The "High Military Authority," interviewed, said: "The present phase of the battle is expected to continue for three weeks. General Foch's strategy is unshaken, his plan being to exhaust the enemy's reserves. The Germans before he launches his main counter-offensive."—Aus.-N.Z. Cable Assn.: [35, 1128, 474, 1161]
- dateline: London, April 29, 10.30 p.m.: [870, 248, 969, 258]
- dateline: London, April 28.: [1148, 97, 1208, 107]
- received-line: (Rec. April 29, 5.5 p.m.): [213, 1354, 296, 1364]
- dateline: Paris, April 28.: [916, 63, 969, 73]
- headline-caucasus: TURKISH ATROCITIES IN THE CAUCASUS: [1236, 965, 1429, 993]
- section-subheading: FATAL DISEASE APPEARS IN LONDON.: [1020, 790, 1173, 800]
- table-cell: 11: [1625, 200, 1633, 210]
- headline-german-threat-holland: THE GERMAN THREAT TO HOLLAND: [1236, 48, 1429, 85]
- column-6: [1681, 46, 1908, 1932]
- headline-keeping-fit: ON KEEPING "FIT": [1035, 948, 1159, 963]
- column-1: [27, 46, 483, 1932]
- table-cell: Died of wounds: [1458, 171, 1510, 181]
- article-text: The "Daily Telegraph" states that it is anticipated that Viscount Wimborne, Viceroy of Ireland, will resign.—Aus.-N.Z. Cable Assn.: [985, 314, 1208, 334]
- received-line: (Rec. April 29, 11.15 p.m.): [684, 440, 776, 450]
